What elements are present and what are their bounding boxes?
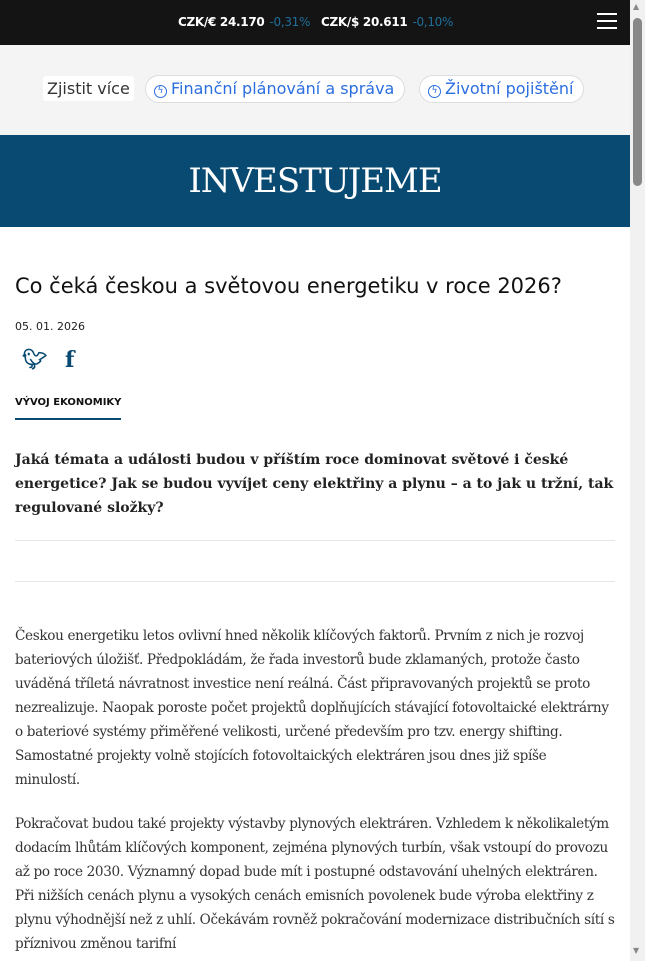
chip-label: Finanční plánování a správa [171,79,395,98]
divider [15,581,615,582]
rate-value: CZK/$ 20.611 [321,15,408,29]
scroll-up-icon[interactable]: ▲ [633,2,640,11]
article-lead: Jaká témata a události budou v příštím roce dominovat světové i české energetice? Jak se budou vyvíjet ceny elektřiny a plynu – a to jak u tržní, tak regulované složky? [15,448,615,541]
rate-change: -0,31% [269,15,311,29]
article-body [15,624,615,956]
scrollbar[interactable] [630,0,645,961]
currency-ticker-bar [0,0,630,45]
article-date: 05. 01. 2026 [15,320,85,333]
rate-value: CZK/€ 24.170 [178,15,265,29]
rate-eur [178,15,310,29]
rate-usd [321,15,453,29]
category-tag[interactable]: VÝVOJ EKONOMIKY [15,397,121,420]
menu-icon[interactable] [597,13,617,31]
rate-change: -0,10% [412,15,454,29]
facebook-icon[interactable]: f [65,347,75,373]
topic-chips [0,45,630,135]
paragraph: Pokračovat budou také projekty výstavby plynových elektráren. Vzhledem k několikaletým dodacím lhůtám klíčových komponent, zejména plynových turbín, však vstoupí do provozu až po roce 2030. Významný dopad bude mít i postupné odstavování uhelných elektráren. Při nižších cenách plynu a vysokých cenách emisních povolenek bude výroba elektřiny z plynu výhodnější než z uhlí. Očekávám rovněž pokračování modernizace distribučních sítí s příznivou změnou tarifní [15,816,615,952]
lightning-icon: ϟ [428,85,441,98]
scrollbar-thumb[interactable] [633,18,642,186]
article-title: Co čeká českou a světovou energetiku v roce 2026? [15,274,562,298]
paragraph: Českou energetiku letos ovlivní hned několik klíčových faktorů. Prvním z nich je rozvoj bateriových úložišť. Předpokládám, že řada investorů bude zklamaných, protože často uváděná tříletá návratnost investice není reálná. Část připravovaných projektů se proto nezrealizuje. Naopak poroste počet projektů doplňujících stávající fotovoltaické elektrárny o bateriové systémy přiměřené velikosti, určené především pro tzv. energy shifting. Samostatné projekty volně stojících fotovoltaických elektráren jsou dnes již spíše minulostí. [15,628,609,788]
learn-more-label: Zjistit více [43,76,134,101]
share-buttons [15,347,615,377]
chip-label: Životní pojištění [445,79,574,98]
twitter-icon[interactable]: 🐦︎ [22,347,48,371]
scroll-down-icon[interactable]: ▼ [633,946,640,955]
lightning-icon: ϟ [154,85,167,98]
chip-life-insurance[interactable] [419,75,584,103]
brand-logo[interactable]: INVESTUJEME [0,135,630,227]
chip-financial-planning[interactable] [145,75,405,103]
